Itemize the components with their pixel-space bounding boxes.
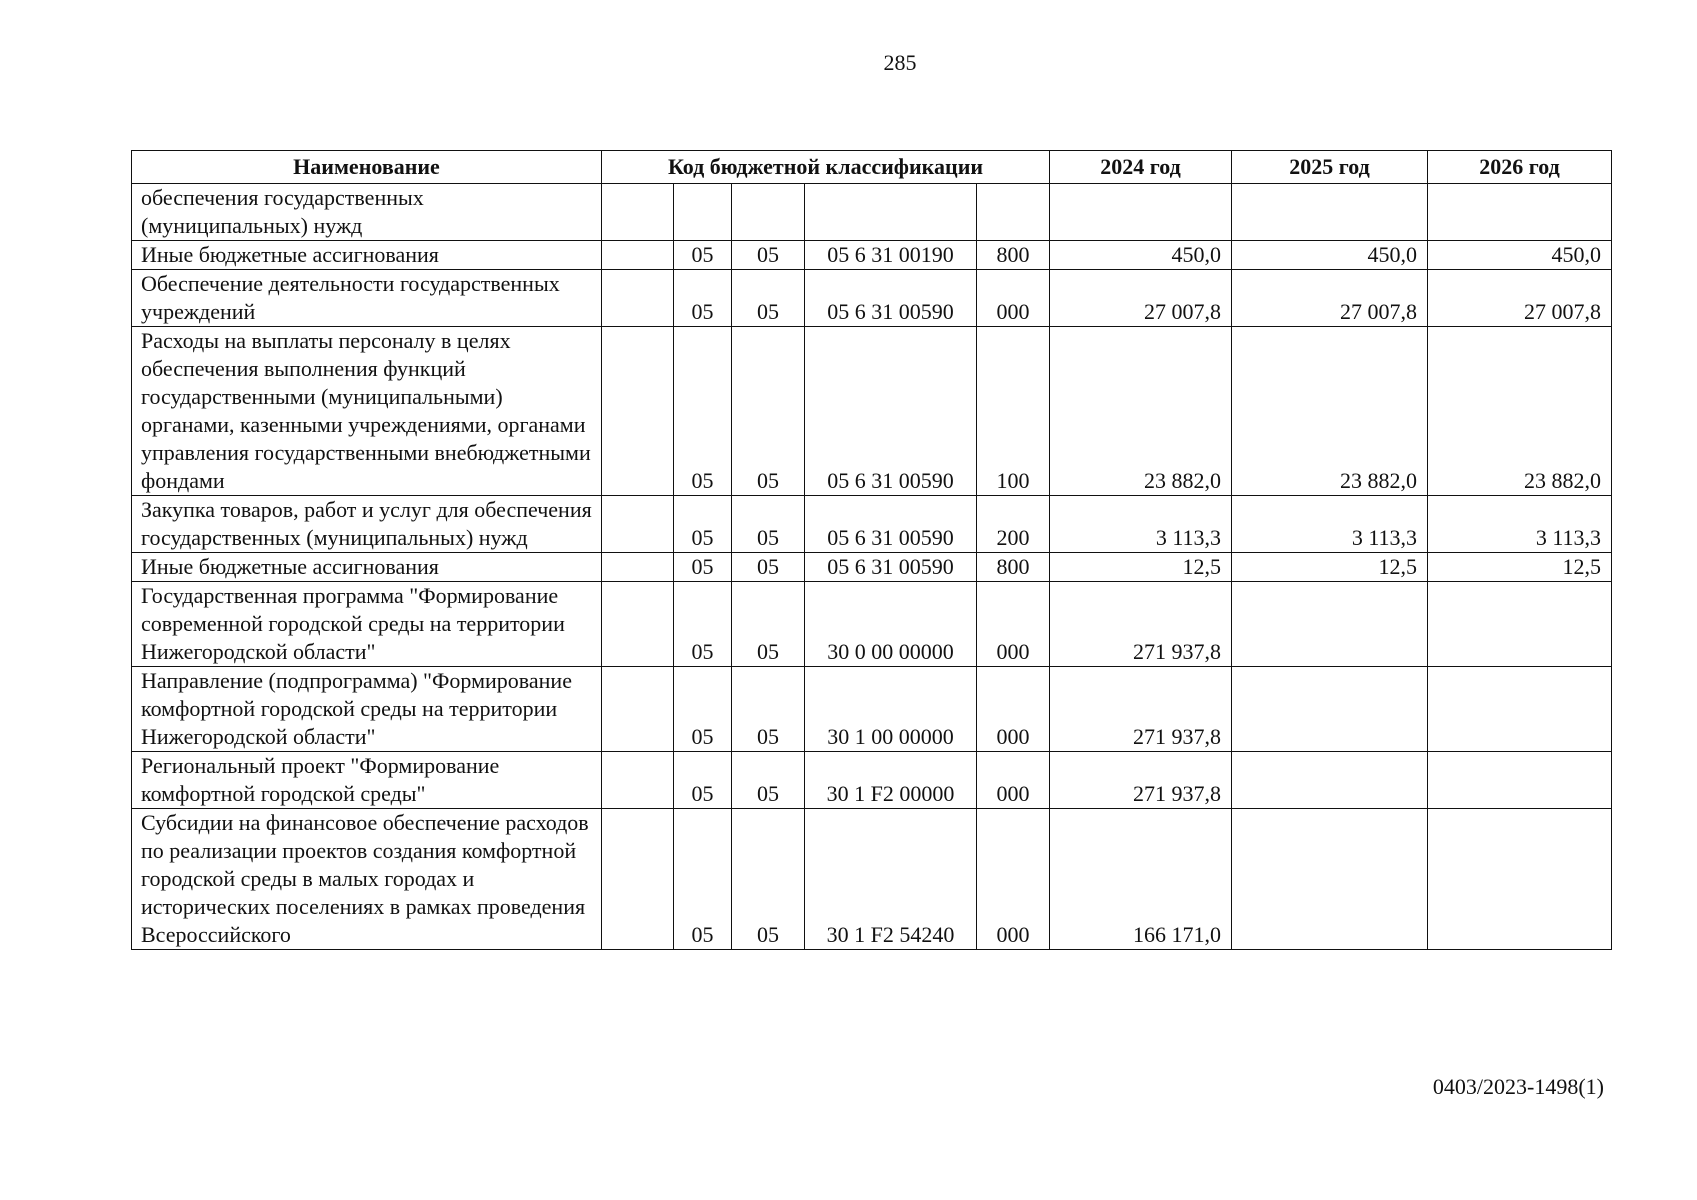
code-cell-0	[602, 752, 674, 809]
code-cell-target: 05 6 31 00590	[805, 553, 977, 582]
code-cell-expense-type	[977, 184, 1050, 241]
value-2024	[1050, 184, 1232, 241]
value-2026	[1428, 184, 1612, 241]
table-row	[132, 241, 1612, 270]
table-header-row	[132, 151, 1612, 184]
code-cell-subsection: 05	[732, 553, 805, 582]
code-cell-target	[805, 184, 977, 241]
code-cell-target: 30 1 F2 54240	[805, 809, 977, 950]
value-2024: 271 937,8	[1050, 752, 1232, 809]
value-2024: 271 937,8	[1050, 582, 1232, 667]
value-2025	[1232, 184, 1428, 241]
row-name-cell: Региональный проект "Формирование комфортной городской среды"	[132, 752, 602, 809]
row-name-cell: Государственная программа "Формирование современной городской среды на территории Нижегородской области"	[132, 582, 602, 667]
table-row	[132, 184, 1612, 241]
code-cell-section	[674, 184, 732, 241]
code-cell-target: 05 6 31 00590	[805, 327, 977, 496]
table-row	[132, 752, 1612, 809]
code-cell-section: 05	[674, 809, 732, 950]
value-2025: 27 007,8	[1232, 270, 1428, 327]
value-2025: 23 882,0	[1232, 327, 1428, 496]
code-cell-subsection: 05	[732, 752, 805, 809]
code-cell-0	[602, 184, 674, 241]
value-2026	[1428, 582, 1612, 667]
value-2025: 12,5	[1232, 553, 1428, 582]
value-2025: 3 113,3	[1232, 496, 1428, 553]
code-cell-section: 05	[674, 667, 732, 752]
code-cell-target: 05 6 31 00590	[805, 270, 977, 327]
table-row	[132, 270, 1612, 327]
code-cell-target: 30 1 F2 00000	[805, 752, 977, 809]
code-cell-subsection: 05	[732, 270, 805, 327]
table-row	[132, 582, 1612, 667]
code-cell-0	[602, 582, 674, 667]
value-2024: 271 937,8	[1050, 667, 1232, 752]
budget-table	[131, 150, 1612, 950]
row-name-cell: обеспечения государственных (муниципальных) нужд	[132, 184, 602, 241]
row-name-cell: Закупка товаров, работ и услуг для обеспечения государственных (муниципальных) нужд	[132, 496, 602, 553]
code-cell-0	[602, 667, 674, 752]
code-cell-target: 30 0 00 00000	[805, 582, 977, 667]
row-name-cell: Субсидии на финансовое обеспечение расходов по реализации проектов создания комфортной городской среды в малых городах и исторических поселениях в рамках проведения Всероссийского	[132, 809, 602, 950]
code-cell-section: 05	[674, 582, 732, 667]
code-cell-expense-type: 000	[977, 809, 1050, 950]
page-number: 285	[883, 50, 917, 75]
value-2024: 166 171,0	[1050, 809, 1232, 950]
code-cell-expense-type: 000	[977, 752, 1050, 809]
code-cell-subsection: 05	[732, 582, 805, 667]
code-cell-expense-type: 200	[977, 496, 1050, 553]
code-cell-0	[602, 809, 674, 950]
value-2026: 23 882,0	[1428, 327, 1612, 496]
value-2025	[1232, 809, 1428, 950]
code-cell-section: 05	[674, 553, 732, 582]
header-code: Код бюджетной классификации	[602, 151, 1050, 184]
value-2026: 27 007,8	[1428, 270, 1612, 327]
code-cell-subsection: 05	[732, 667, 805, 752]
header-2025: 2025 год	[1232, 151, 1428, 184]
row-name-cell: Расходы на выплаты персоналу в целях обеспечения выполнения функций государственными (муниципальными) органами, казенными учреждениями, органами управления государственными внебюджетными фондами	[132, 327, 602, 496]
code-cell-expense-type: 000	[977, 667, 1050, 752]
code-cell-subsection: 05	[732, 496, 805, 553]
value-2024: 450,0	[1050, 241, 1232, 270]
row-name-cell: Обеспечение деятельности государственных учреждений	[132, 270, 602, 327]
code-cell-section: 05	[674, 327, 732, 496]
code-cell-expense-type: 100	[977, 327, 1050, 496]
table-row	[132, 553, 1612, 582]
code-cell-0	[602, 327, 674, 496]
code-cell-expense-type: 000	[977, 270, 1050, 327]
value-2024: 27 007,8	[1050, 270, 1232, 327]
value-2026	[1428, 667, 1612, 752]
row-name-cell: Иные бюджетные ассигнования	[132, 553, 602, 582]
value-2025	[1232, 582, 1428, 667]
value-2026	[1428, 752, 1612, 809]
code-cell-section: 05	[674, 496, 732, 553]
value-2026: 450,0	[1428, 241, 1612, 270]
header-2026: 2026 год	[1428, 151, 1612, 184]
code-cell-subsection: 05	[732, 327, 805, 496]
code-cell-section: 05	[674, 752, 732, 809]
value-2025	[1232, 667, 1428, 752]
header-name: Наименование	[132, 151, 602, 184]
code-cell-expense-type: 000	[977, 582, 1050, 667]
code-cell-0	[602, 496, 674, 553]
code-cell-subsection: 05	[732, 241, 805, 270]
code-cell-section: 05	[674, 241, 732, 270]
value-2026: 12,5	[1428, 553, 1612, 582]
code-cell-0	[602, 270, 674, 327]
code-cell-subsection	[732, 184, 805, 241]
code-cell-expense-type: 800	[977, 241, 1050, 270]
header-2024: 2024 год	[1050, 151, 1232, 184]
value-2025	[1232, 752, 1428, 809]
code-cell-0	[602, 241, 674, 270]
table-row	[132, 667, 1612, 752]
table-row	[132, 809, 1612, 950]
code-cell-section: 05	[674, 270, 732, 327]
table-row	[132, 327, 1612, 496]
row-name-cell: Иные бюджетные ассигнования	[132, 241, 602, 270]
code-cell-subsection: 05	[732, 809, 805, 950]
document-code: 0403/2023-1498(1)	[1432, 1074, 1604, 1099]
value-2024: 3 113,3	[1050, 496, 1232, 553]
table-row	[132, 496, 1612, 553]
value-2024: 12,5	[1050, 553, 1232, 582]
code-cell-expense-type: 800	[977, 553, 1050, 582]
code-cell-0	[602, 553, 674, 582]
value-2026: 3 113,3	[1428, 496, 1612, 553]
value-2026	[1428, 809, 1612, 950]
row-name-cell: Направление (подпрограмма) "Формирование комфортной городской среды на территории Нижегородской области"	[132, 667, 602, 752]
value-2025: 450,0	[1232, 241, 1428, 270]
code-cell-target: 30 1 00 00000	[805, 667, 977, 752]
code-cell-target: 05 6 31 00590	[805, 496, 977, 553]
value-2024: 23 882,0	[1050, 327, 1232, 496]
code-cell-target: 05 6 31 00190	[805, 241, 977, 270]
